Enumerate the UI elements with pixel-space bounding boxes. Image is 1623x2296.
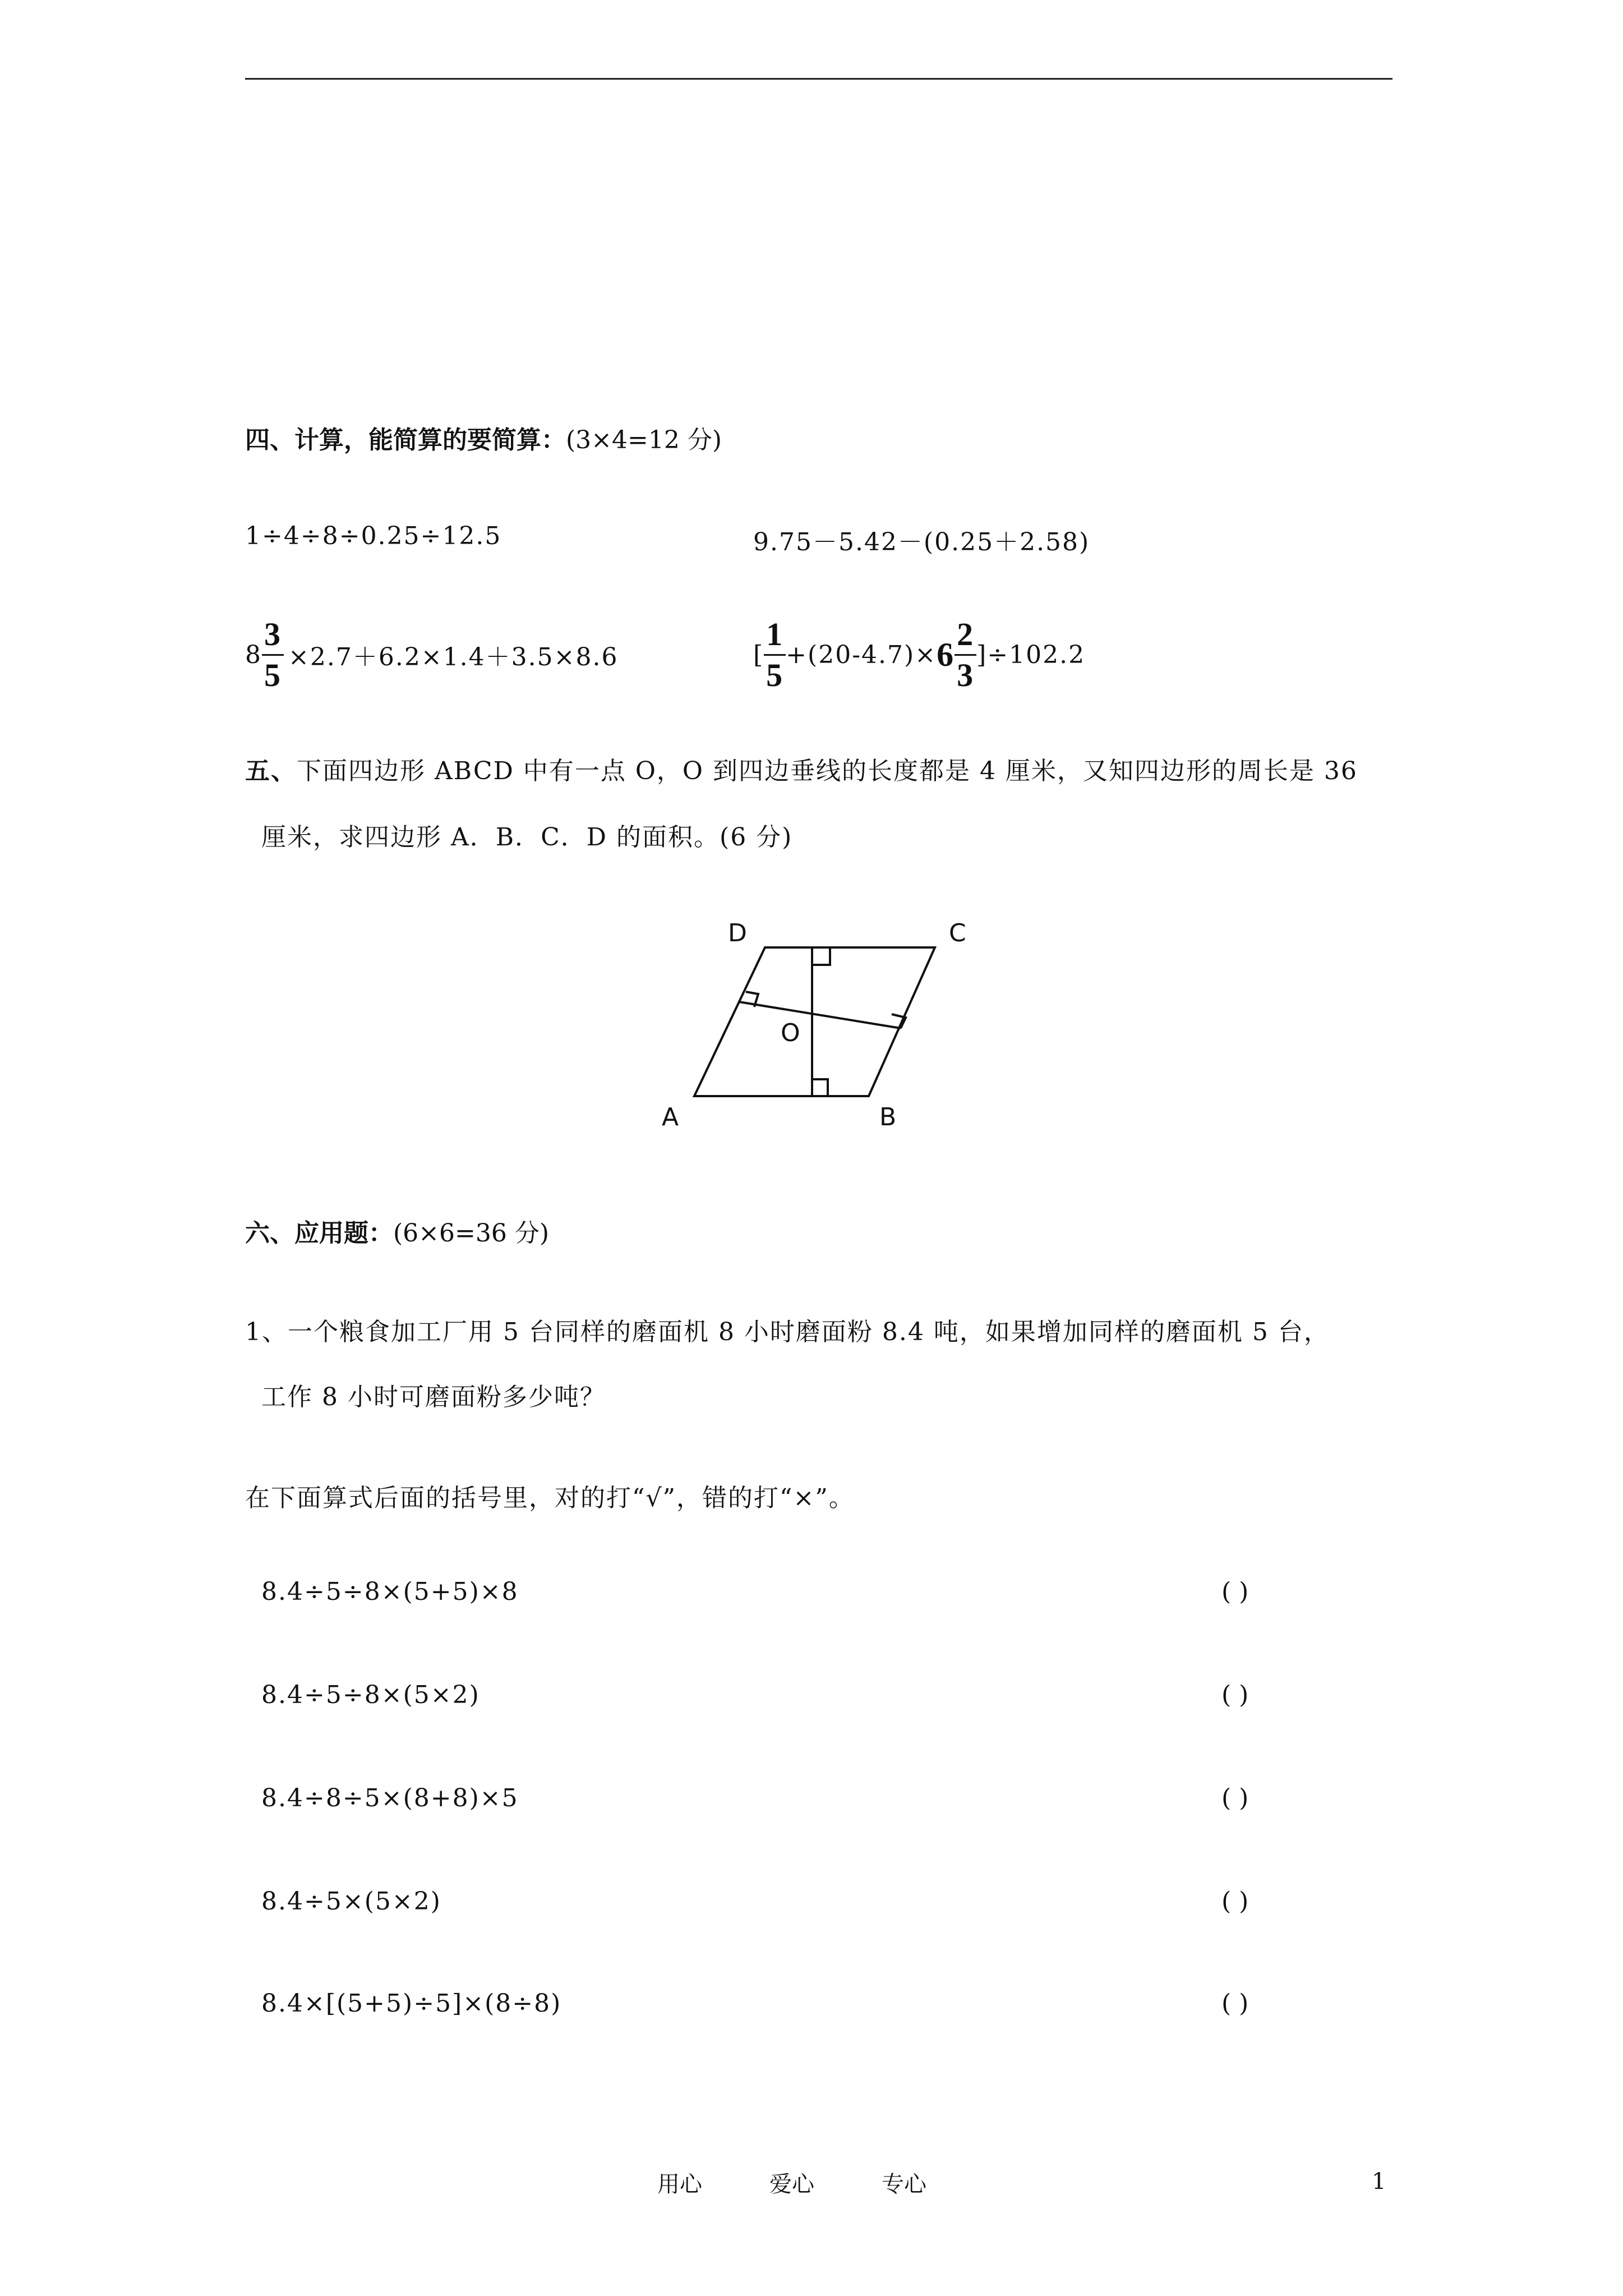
option-expr-1: 8.4÷5÷8×(5+5)×8 bbox=[261, 1577, 519, 1606]
header-rule bbox=[245, 78, 1393, 80]
section4-title: 四、计算，能简算的要简算： bbox=[245, 426, 566, 454]
right-angle-mark-top bbox=[812, 947, 830, 965]
expr3-numerator: 3 bbox=[262, 618, 284, 656]
label-c: C bbox=[949, 919, 966, 947]
calc-expr-2: 9.75－5.42－(0.25＋2.58) bbox=[753, 528, 1090, 556]
label-a: A bbox=[662, 1103, 679, 1131]
expr4-whole: 6 bbox=[937, 636, 955, 673]
expr4-f2-denominator: 3 bbox=[957, 656, 975, 693]
expr3-denominator: 5 bbox=[264, 656, 282, 693]
section6-score: (6×6=36 分) bbox=[393, 1219, 550, 1248]
expr4-fraction-2 bbox=[955, 615, 976, 693]
footer-word-2: 爱心 bbox=[769, 2171, 814, 2197]
answer-blank-2[interactable]: ( ) bbox=[1221, 1681, 1249, 1709]
answer-blank-1[interactable]: ( ) bbox=[1221, 1577, 1249, 1606]
label-o: O bbox=[781, 1019, 800, 1047]
section5-text-1: 下面四边形 ABCD 中有一点 O，O 到四边垂线的长度都是 4 厘米，又知四边形的周长是 36 bbox=[297, 757, 1358, 785]
footer-word-1: 用心 bbox=[657, 2171, 702, 2197]
expr4-f2-numerator: 2 bbox=[955, 618, 976, 656]
quadrilateral-figure bbox=[639, 909, 998, 1144]
expr4-end: ]÷102.2 bbox=[976, 640, 1086, 669]
section5-line1 bbox=[245, 751, 1358, 786]
option-expr-3: 8.4÷8÷5×(8+8)×5 bbox=[261, 1784, 519, 1812]
expr4-fraction-1 bbox=[764, 615, 786, 693]
answer-blank-5[interactable]: ( ) bbox=[1221, 1989, 1249, 2018]
expr3-whole: 8 bbox=[245, 640, 262, 669]
expr4-open-bracket: [ bbox=[753, 640, 764, 669]
answer-blank-4[interactable]: ( ) bbox=[1221, 1887, 1249, 1916]
slanted-perpendicular bbox=[739, 1002, 901, 1028]
option-expr-4: 8.4÷5×(5×2) bbox=[261, 1887, 441, 1916]
q1-instruction: 在下面算式后面的括号里，对的打“√”，错的打“×”。 bbox=[245, 1484, 855, 1512]
label-d: D bbox=[728, 919, 747, 947]
expr4-middle: +(20-4.7)× bbox=[786, 640, 937, 669]
expr3-fraction bbox=[262, 615, 284, 693]
expr4-f1-numerator: 1 bbox=[764, 618, 786, 656]
answer-blank-3[interactable]: ( ) bbox=[1221, 1784, 1249, 1812]
option-expr-2: 8.4÷5÷8×(5×2) bbox=[261, 1681, 480, 1709]
option-expr-5: 8.4×[(5+5)÷5]×(8÷8) bbox=[261, 1989, 562, 2018]
expr3-rest: ×2.7＋6.2×1.4＋3.5×8.6 bbox=[288, 643, 619, 671]
section6-heading bbox=[245, 1213, 549, 1249]
q1-line-2: 工作 8 小时可磨面粉多少吨？ bbox=[261, 1383, 606, 1411]
expr4-f1-denominator: 5 bbox=[766, 656, 784, 693]
right-angle-mark-bottom bbox=[812, 1079, 828, 1096]
section4-score: (3×4=12 分) bbox=[566, 426, 722, 454]
footer-word-3: 专心 bbox=[882, 2171, 926, 2197]
section5-heading: 五、 bbox=[245, 757, 297, 785]
calc-expr-4 bbox=[753, 607, 1085, 702]
calc-expr-1: 1÷4÷8÷0.25÷12.5 bbox=[245, 522, 502, 550]
section5-text-2: 厘米，求四边形 A．B．C．D 的面积。(6 分) bbox=[261, 823, 793, 852]
q1-line-1: 1、一个粮食加工厂用 5 台同样的磨面机 8 小时磨面粉 8.4 吨，如果增加同样的磨面机 5 台， bbox=[245, 1318, 1330, 1346]
page-number: 1 bbox=[1372, 2169, 1386, 2194]
section4-heading bbox=[245, 420, 722, 455]
calc-expr-3 bbox=[245, 607, 618, 702]
quadrilateral-abcd bbox=[694, 947, 935, 1096]
label-b: B bbox=[879, 1103, 897, 1131]
section6-title: 六、应用题： bbox=[245, 1219, 393, 1248]
